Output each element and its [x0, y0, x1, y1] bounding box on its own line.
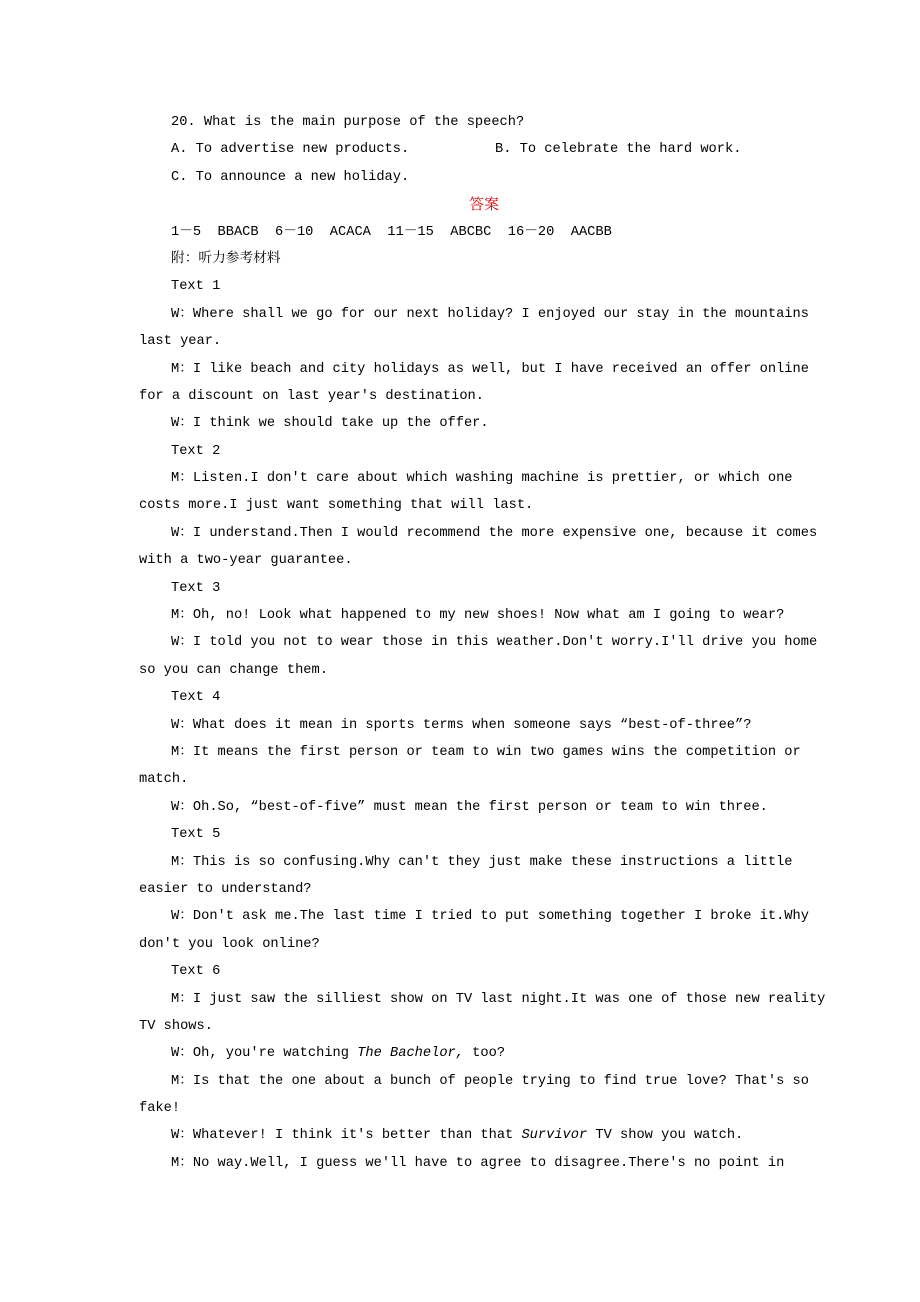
text-segment: W：What does it mean in sports terms when someone says “best-of-three”?: [171, 717, 752, 733]
transcript-paragraph: [139, 356, 829, 411]
transcript-paragraph: [139, 438, 829, 465]
text-segment: Text 3: [171, 580, 221, 596]
transcript-line: [139, 1095, 829, 1122]
transcript-line: [139, 629, 829, 656]
transcript-paragraph: [139, 958, 829, 985]
transcript-line: [139, 301, 829, 328]
transcript-line: [139, 986, 829, 1013]
transcript-line: [139, 410, 829, 437]
text-segment: don't you look online?: [139, 936, 320, 952]
transcript-line: [139, 849, 829, 876]
transcript-line: [139, 794, 829, 821]
transcript-line: [139, 684, 829, 711]
transcript-line: [139, 1122, 829, 1149]
transcript-line: [139, 1150, 829, 1177]
transcript-paragraph: [139, 1122, 829, 1149]
text-segment: Text 5: [171, 827, 221, 843]
text-segment: costs more.I just want something that will last.: [139, 498, 534, 514]
transcript-paragraph: [139, 794, 829, 821]
transcript-line: [139, 465, 829, 492]
text-segment: W：I told you not to wear those in this weather.Don't worry.I'll drive you home: [171, 635, 818, 651]
text-segment: match.: [139, 772, 189, 788]
transcript-line: [139, 876, 829, 903]
question-stem: 20. What is the main purpose of the speech?: [171, 115, 525, 130]
transcript-paragraph: [139, 712, 829, 739]
answer-heading: 答案: [468, 195, 499, 214]
transcript-paragraph: [139, 739, 829, 794]
text-segment: with a two-year guarantee.: [139, 553, 353, 569]
transcript-paragraph: [139, 410, 829, 437]
text-segment: W：I think we should take up the offer.: [171, 416, 489, 432]
option-b: B. To celebrate the hard work.: [495, 142, 742, 158]
transcript-line: [139, 520, 829, 547]
transcript-line: [139, 602, 829, 629]
text-segment: Text 1: [171, 279, 221, 295]
option-a: A. To advertise new products.: [171, 142, 410, 158]
transcript-paragraph: [139, 903, 829, 958]
transcript-line: [139, 575, 829, 602]
transcript-line: [139, 356, 829, 383]
transcript-line: [139, 1013, 829, 1040]
text-segment: M：I like beach and city holidays as well, but I have received an offer online: [171, 361, 809, 377]
text-segment: W：Oh.So, “best-of-five” must mean the first person or team to win three.: [171, 799, 768, 815]
text-segment: M：No way.Well, I guess we'll have to agree to disagree.There's no point in: [171, 1155, 785, 1171]
transcript-line: [139, 931, 829, 958]
text-segment: M：Listen.I don't care about which washing machine is prettier, or which one: [171, 471, 793, 487]
text-segment: W：Don't ask me.The last time I tried to put something together I broke it.Why: [171, 909, 809, 925]
text-segment: so you can change them.: [139, 662, 328, 678]
text-segment: W：Oh, you're watching: [171, 1046, 358, 1062]
answer-key: 1－5 BBACB 6－10 ACACA 11－15 ABCBC 16－20 AACBB: [171, 224, 612, 240]
text-segment: M：I just saw the silliest show on TV last night.It was one of those new reality: [171, 991, 826, 1007]
text-segment: too?: [463, 1046, 506, 1062]
text-segment: fake!: [139, 1101, 181, 1117]
transcript-paragraph: [139, 301, 829, 356]
transcript-line: [139, 273, 829, 300]
text-segment: M：This is so confusing.Why can't they just make these instructions a little: [171, 854, 793, 870]
transcript-line: [139, 821, 829, 848]
transcript-line: [139, 712, 829, 739]
transcript: [139, 273, 829, 1177]
transcript-line: [139, 958, 829, 985]
transcript-line: [139, 328, 829, 355]
italic-title: Survivor: [521, 1128, 588, 1144]
transcript-paragraph: [139, 1068, 829, 1123]
text-segment: last year.: [139, 334, 222, 350]
appendix-title: 附：听力参考材料: [171, 251, 281, 267]
option-c: C. To announce a new holiday.: [171, 169, 410, 185]
text-segment: for a discount on last year's destination.: [139, 388, 484, 404]
transcript-line: [139, 1068, 829, 1095]
document-page: [139, 109, 829, 1177]
question-options-row: [139, 136, 829, 163]
text-segment: Text 4: [171, 690, 221, 706]
transcript-line: [139, 438, 829, 465]
transcript-paragraph: [139, 1150, 829, 1177]
transcript-paragraph: [139, 629, 829, 684]
text-segment: W：Whatever! I think it's better than that: [171, 1128, 522, 1144]
italic-title: The Bachelor,: [357, 1046, 464, 1062]
transcript-paragraph: [139, 602, 829, 629]
transcript-paragraph: [139, 520, 829, 575]
transcript-paragraph: [139, 1040, 829, 1067]
transcript-line: [139, 739, 829, 766]
transcript-line: [139, 657, 829, 684]
transcript-paragraph: [139, 986, 829, 1041]
transcript-line: [139, 547, 829, 574]
text-segment: M：Is that the one about a bunch of people trying to find true love? That's so: [171, 1073, 809, 1089]
transcript-line: [139, 383, 829, 410]
transcript-paragraph: [139, 849, 829, 904]
transcript-line: [139, 903, 829, 930]
transcript-line: [139, 766, 829, 793]
text-segment: M：It means the first person or team to win two games wins the competition or: [171, 744, 801, 760]
text-segment: W：I understand.Then I would recommend the more expensive one, because it comes: [171, 525, 818, 541]
transcript-paragraph: [139, 273, 829, 300]
transcript-paragraph: [139, 821, 829, 848]
text-segment: easier to understand?: [139, 881, 312, 897]
text-segment: M：Oh, no! Look what happened to my new shoes! Now what am I going to wear?: [171, 608, 785, 624]
text-segment: Text 6: [171, 964, 221, 980]
text-segment: Text 2: [171, 443, 221, 459]
text-segment: W：Where shall we go for our next holiday? I enjoyed our stay in the mountains: [171, 306, 809, 322]
transcript-paragraph: [139, 575, 829, 602]
transcript-line: [139, 492, 829, 519]
text-segment: TV show you watch.: [587, 1128, 744, 1144]
transcript-paragraph: [139, 465, 829, 520]
text-segment: TV shows.: [139, 1018, 213, 1034]
transcript-paragraph: [139, 684, 829, 711]
transcript-line: [139, 1040, 829, 1067]
